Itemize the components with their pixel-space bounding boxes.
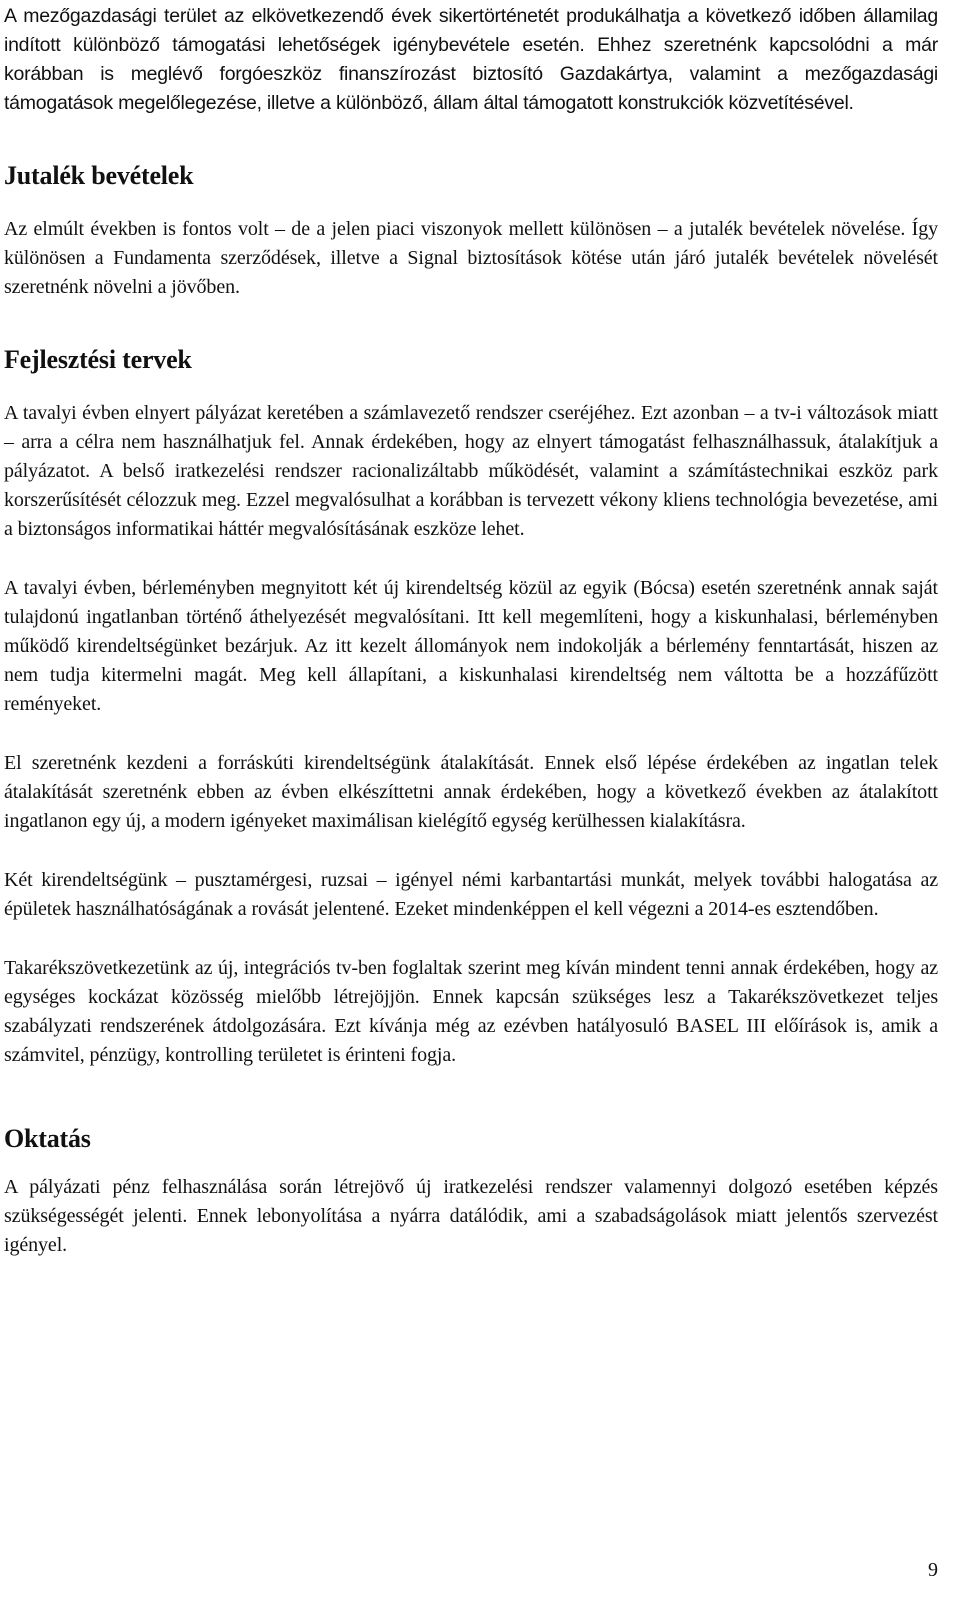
oktatas-paragraph: A pályázati pénz felhasználása során létrejövő új iratkezelési rendszer valamennyi dolgozó esetében képzés szükségességét jelenti. Ennek lebonyolítása a nyárra datálódik, ami a szabadságolások miatt jelentős szervezést igényel.: [4, 1176, 938, 1256]
fejlesztes-paragraph-3: El szeretnénk kezdeni a forráskúti kirendeltségünk átalakítását. Ennek első lépése érdekében az ingatlan telek átalakítását szeretnénk ebben az évben elkészíttetni annak érdekében, hogy a következő években az átalakított ingatlanon egy új, a modern igényeket maximálisan kielégítő egység kerülhessen kialakításra.: [4, 752, 938, 832]
fejlesztes-paragraph-1: A tavalyi évben elnyert pályázat keretében a számlavezető rendszer cseréjéhez. Ezt azonban – a tv-i változások miatt – arra a célra nem használhatjuk fel. Annak érdekében, hogy az elnyert támogatást felhasználhassuk, átalakítjuk a pályázatot. A belső iratkezelési rendszer racionalizáltabb működését, valamint a számítástechnikai eszköz park korszerűsítését célozzuk meg. Ezzel megvalósulhat a korábban is tervezett vékony kliens technológia bevezetése, ami a biztonságos informatikai háttér megvalósításának eszköze lehet.: [4, 402, 938, 540]
section-heading-oktatas: Oktatás: [4, 1124, 91, 1153]
fejlesztes-paragraph-4: Két kirendeltségünk – pusztamérgesi, ruzsai – igényel némi karbantartási munkát, melyek további halogatása az épületek használhatóságának a rovását jelentené. Ezeket mindenképpen el kell végezni a 2014-es esztendőben.: [4, 869, 938, 920]
page-number: 9: [928, 1559, 938, 1581]
fejlesztes-paragraph-2: A tavalyi évben, bérleményben megnyitott két új kirendeltség közül az egyik (Bócsa) esetén szeretnénk annak saját tulajdonú ingatlanban történő áthelyezését megvalósítani. Itt kell megemlíteni, hogy a kiskunhalasi, bérleményben működő kirendeltségünket bezárjuk. Az itt kezelt állományok nem indokolják a bérlemény fenntartását, hiszen az nem tudja kitermelni magát. Meg kell állapítani, a kiskunhalasi kirendeltség nem váltotta be a hozzáfűzött reményeket.: [4, 577, 938, 715]
fejlesztes-paragraph-5: Takarékszövetkezetünk az új, integrációs tv-ben foglaltak szerint meg kíván mindent tenni annak érdekében, hogy az egységes kockázat közösség mielőbb létrejöjjön. Ennek kapcsán szükséges lesz a Takarékszövetkezet teljes szabályzati rendszerének átdolgozására. Ezt kívánja még az ezévben hatályosuló BASEL III előírások is, amik a számvitel, pénzügy, kontrolling területet is érinteni fogja.: [4, 957, 938, 1066]
intro-paragraph: A mezőgazdasági terület az elkövetkezendő évek sikertörténetét produkálhatja a következő időben államilag indított különböző támogatási lehetőségek igénybevétele esetén. Ehhez szeretnénk kapcsolódni a már korábban is meglévő forgóeszköz finanszírozást biztosító Gazdakártya, valamint a mezőgazdasági támogatások megelőlegezése, illetve a különböző, állam által támogatott konstrukciók közvetítésével.: [4, 5, 938, 114]
document-page: [4, 2, 938, 1260]
section-heading-jutalek-bevetelek: Jutalék bevételek: [4, 161, 194, 190]
jutalek-paragraph: Az elmúlt években is fontos volt – de a jelen piaci viszonyok mellett különösen – a jutalék bevételek növelése. Így különösen a Fundamenta szerződések, illetve a Signal biztosítások kötése után járó jutalék bevételek növelését szeretnénk növelni a jövőben.: [4, 218, 938, 298]
section-heading-fejlesztesi-tervek: Fejlesztési tervek: [4, 345, 192, 374]
